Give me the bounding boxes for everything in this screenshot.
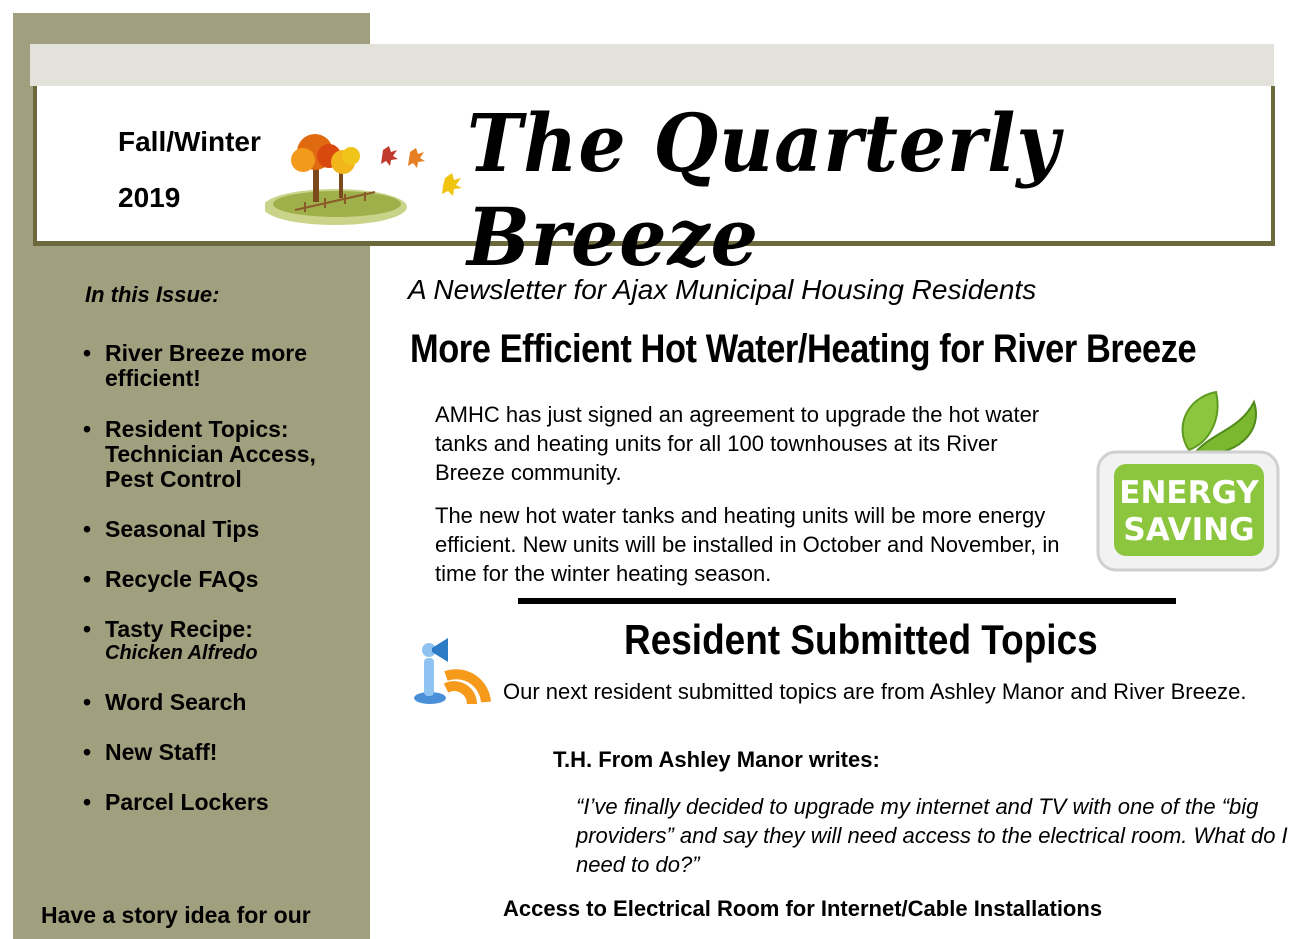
article-paragraph: The new hot water tanks and heating units will be more energy efficient. New units will be installed in October and November, in time for the winter heating season. [435, 503, 1060, 586]
section-heading: Resident Submitted Topics [624, 616, 1098, 663]
article-paragraph: AMHC has just signed an agreement to upgrade the hot water tanks and heating units for all 100 townhouses at its River Breeze community. [435, 402, 1040, 485]
answer-heading: Access to Electrical Room for Internet/Cable Installations [503, 896, 1103, 921]
autumn-tree-illustration [265, 132, 465, 232]
resident-quote: “I’ve finally decided to upgrade my internet and TV with one of the “big providers” and say they will need access to the electrical room. What do I need to do?” [576, 794, 1288, 877]
energy-saving-badge [1094, 388, 1284, 573]
megaphone-speaker-icon [408, 632, 494, 712]
toc-item[interactable] [83, 690, 353, 715]
section-divider [518, 598, 1176, 604]
toc-item[interactable] [83, 417, 353, 492]
header-band [30, 44, 1274, 86]
toc-item-label: Resident Topics: Technician Access, Pest Control [105, 416, 316, 492]
newsletter-title: The Quarterly Breeze [467, 96, 1061, 284]
newsletter-subtitle: A Newsletter for Ajax Municipal Housing Residents [408, 274, 1037, 305]
writer-attribution: T.H. From Ashley Manor writes: [553, 747, 880, 772]
issue-year: 2019 [118, 182, 181, 213]
toc-item-label: New Staff! [105, 739, 218, 765]
article-heading: More Efficient Hot Water/Heating for River Breeze [410, 327, 1197, 371]
toc-item-label: Tasty Recipe: [105, 616, 253, 642]
badge-line2: SAVING [1123, 512, 1255, 548]
toc-item[interactable] [83, 790, 353, 815]
story-idea-text: Have a story idea for our [41, 902, 311, 928]
toc-list [83, 341, 353, 815]
toc-item-label: Seasonal Tips [105, 516, 260, 542]
toc-item[interactable] [83, 617, 353, 665]
toc-item[interactable] [83, 517, 353, 542]
toc-item-sublabel: Chicken Alfredo [105, 642, 258, 664]
toc-heading: In this Issue: [85, 282, 220, 307]
issue-date [118, 114, 261, 226]
badge-line1: ENERGY [1119, 475, 1259, 511]
issue-season: Fall/Winter [118, 126, 261, 157]
section-intro: Our next resident submitted topics are from Ashley Manor and River Breeze. [503, 679, 1247, 704]
masthead-banner [33, 86, 1275, 284]
toc-item-label: Word Search [105, 689, 247, 715]
toc-item[interactable] [83, 740, 353, 765]
toc-item[interactable] [83, 341, 353, 391]
toc-item-label: River Breeze more efficient! [105, 340, 307, 391]
toc-item-label: Parcel Lockers [105, 789, 269, 815]
toc-item-label: Recycle FAQs [105, 566, 259, 592]
toc-item[interactable] [83, 567, 353, 592]
